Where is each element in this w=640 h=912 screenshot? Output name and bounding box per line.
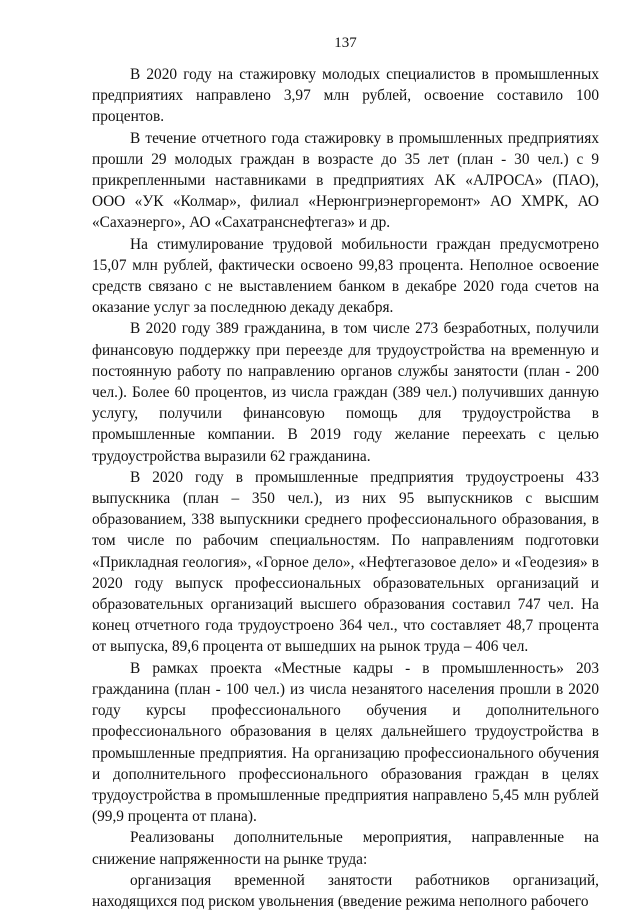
paragraph-temporary-employment: организация временной занятости работников организаций, находящихся под риском увольнения (введение режима неполного рабочего: [92, 871, 599, 910]
document-body: [92, 64, 599, 912]
page-number: 137: [334, 35, 357, 51]
paragraph-graduate-employment: В 2020 году в промышленные предприятия трудоустроены 433 выпускника (план – 350 чел.), из них 95 выпускников с высшим образованием, 338 выпускники среднего профессионального образования, в том числе по рабочим специальностям. По направлениям подготовки «Прикладная геология», «Горное дело», «Нефтегазовое дело» и «Геодезия» в 2020 году выпуск профессиональных образовательных организаций и образовательных организаций высшего образования составил 747 чел. На конец отчетного года трудоустроено 364 чел., что составляет 48,7 процента от выпуска, 89,6 процента от вышедших на рынок труда – 406 чел.: [92, 468, 599, 656]
paragraph-additional-measures: Реализованы дополнительные мероприятия, направленные на снижение напряженности на рынке труда:: [92, 829, 599, 868]
paragraph-internship-funding: В 2020 году на стажировку молодых специалистов в промышленных предприятиях направлено 3,97 млн рублей, освоение составило 100 процентов.: [92, 66, 599, 126]
paragraph-relocation-support: В 2020 году 389 гражданина, в том числе 273 безработных, получили финансовую поддержку при переезде для трудоустройства на временную и постоянную работу по направлению органов службы занятости (план - 200 чел.). Более 60 процентов, из числа граждан (389 чел.) получивших данную услугу, получили финансовую помощь для трудоустройства в промышленные компании. В 2019 году желание переехать с целью трудоустройства выразили 62 гражданина.: [92, 320, 599, 465]
paragraph-labor-mobility: На стимулирование трудовой мобильности граждан предусмотрено 15,07 млн рублей, фактически освоено 99,83 процента. Неполное освоение средств связано с не выставлением банком в декабре 2020 года счетов на оказание услуг за последнюю декаду декабря.: [92, 235, 599, 317]
paragraph-internship-participants: В течение отчетного года стажировку в промышленных предприятиях прошли 29 молодых граждан в возрасте до 35 лет (план - 30 чел.) с 9 прикрепленными наставниками в предприятиях АК «АЛРОСА» (ПАО), ООО «УК «Колмар», филиал «Нерюнгриэнергоремонт» АО ХМРК, АО «Сахаэнерго», АО «Сахатранснефтегаз» и др.: [92, 129, 599, 232]
paragraph-local-personnel-project: В рамках проекта «Местные кадры - в промышленность» 203 гражданина (план - 100 чел.) из числа незанятого населения прошли в 2020 году курсы профессионального обучения и дополнительного профессионального образования в целях дальнейшего трудоустройства в промышленные предприятия. На организацию профессионального обучения и дополнительного профессионального образования граждан в целях трудоустройства в промышленные предприятия направлено 5,45 млн рублей (99,9 процента от плана).: [92, 659, 599, 826]
